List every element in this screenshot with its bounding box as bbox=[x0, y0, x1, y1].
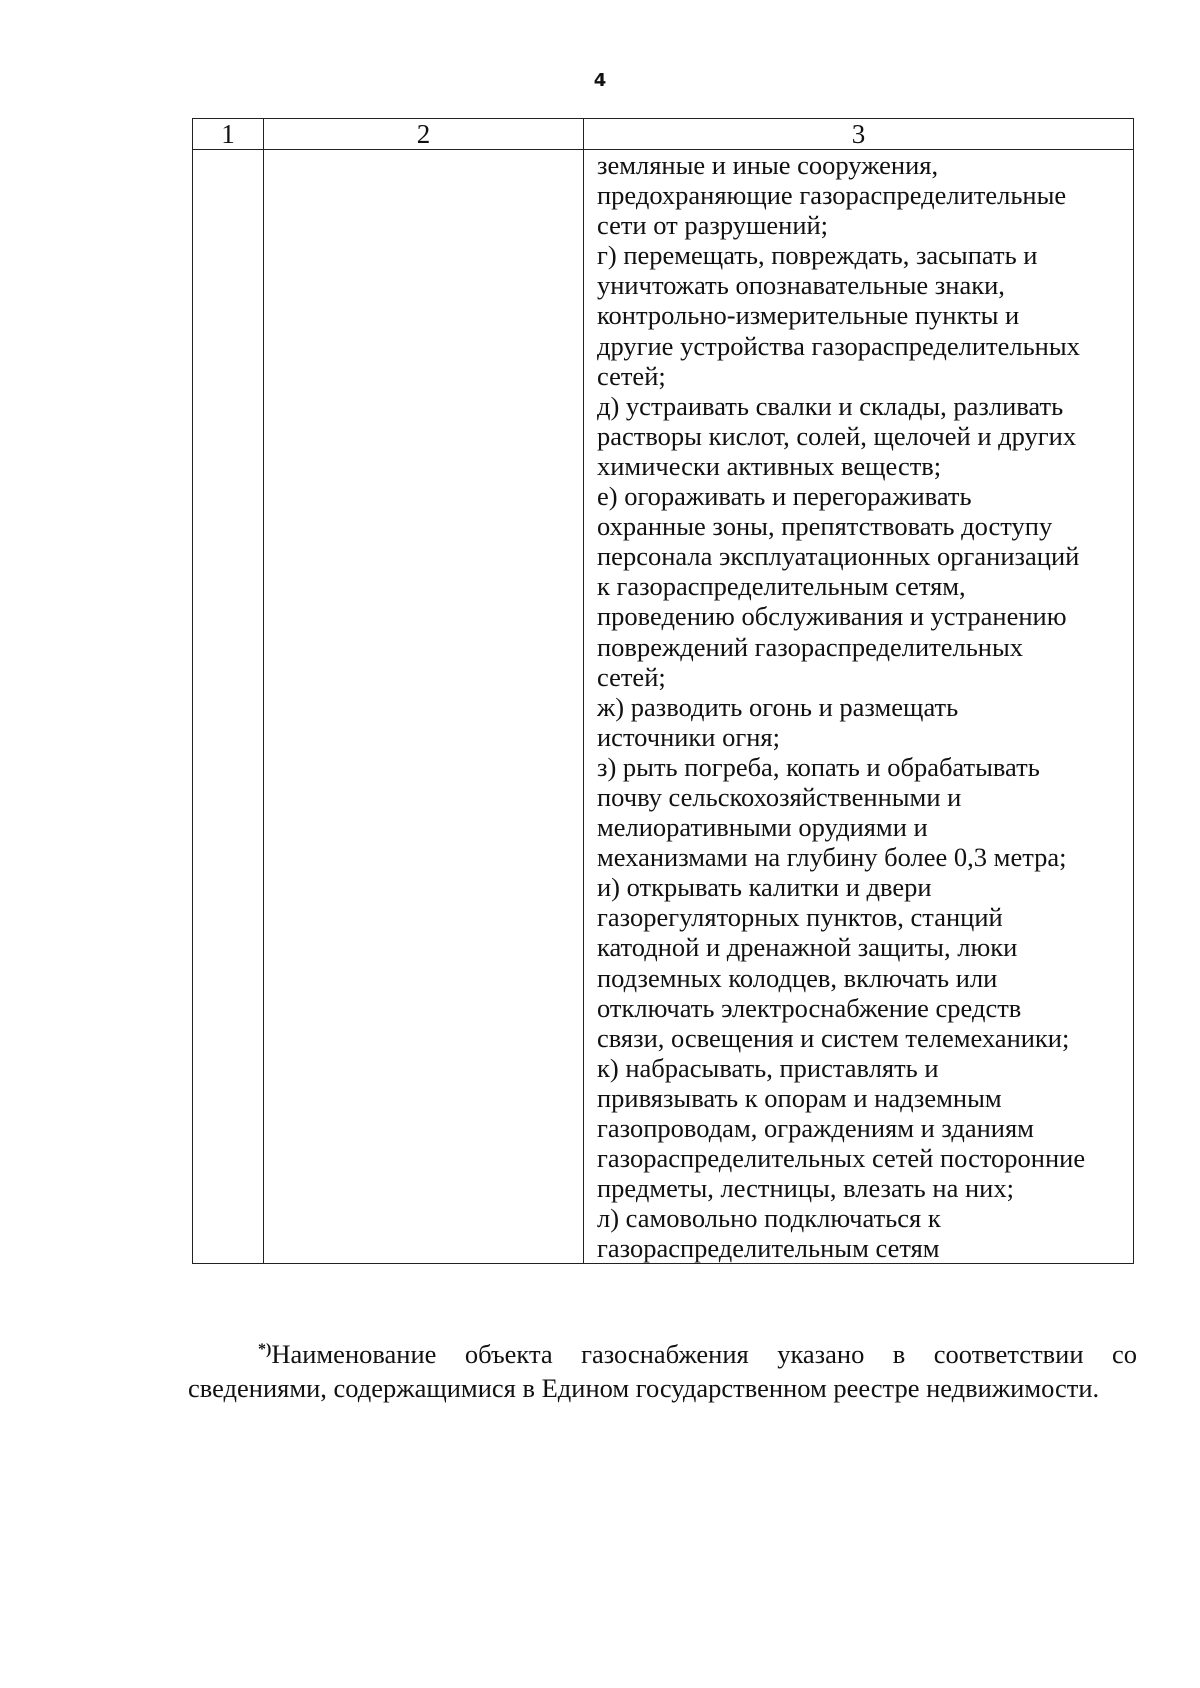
table-row bbox=[193, 150, 1134, 1264]
table-cell-column-1 bbox=[193, 150, 264, 1264]
table-cell-line: сетей; bbox=[597, 360, 666, 391]
column-header-2: 2 bbox=[264, 119, 584, 150]
table-cell-line: другие устройства газораспределительных bbox=[597, 330, 1080, 361]
page-number: 4 bbox=[593, 70, 607, 91]
table-cell-line: растворы кислот, солей, щелочей и других bbox=[597, 420, 1077, 451]
footnote bbox=[188, 1333, 1137, 1405]
table-cell-line: подземных колодцев, включать или bbox=[597, 962, 998, 993]
table-cell-line: механизмами на глубину более 0,3 метра; bbox=[597, 842, 1067, 873]
table-cell-line: газорегуляторных пунктов, станций bbox=[597, 902, 1003, 933]
table-cell-line: химически активных веществ; bbox=[597, 450, 942, 481]
table-cell-column-2 bbox=[264, 150, 584, 1264]
table-cell-line: катодной и дренажной защиты, люки bbox=[597, 932, 1018, 963]
table-cell-line: контрольно-измерительные пункты и bbox=[597, 300, 1020, 331]
table-cell-column-3 bbox=[584, 150, 1134, 1264]
table-cell-line: уничтожать опознавательные знаки, bbox=[597, 270, 1005, 301]
table-cell-line: д) устраивать свалки и склады, разливать bbox=[597, 390, 1064, 421]
table-cell-line: персонала эксплуатационных организаций bbox=[597, 541, 1080, 572]
table-cell-line: г) перемещать, повреждать, засыпать и bbox=[597, 240, 1038, 271]
table-cell-line: отключать электроснабжение средств bbox=[597, 992, 1022, 1023]
table-cell-line: и) открывать калитки и двери bbox=[597, 872, 932, 903]
prohibitions-list bbox=[584, 150, 1133, 1263]
table-cell-line: к) набрасывать, приставлять и bbox=[597, 1052, 939, 1083]
table-cell-line: повреждений газораспределительных bbox=[597, 631, 1024, 662]
table-cell-line: сети от разрушений; bbox=[597, 210, 829, 241]
table-cell-line: газопроводам, ограждениям и зданиям bbox=[597, 1113, 1034, 1143]
table-cell-line: охранные зоны, препятствовать доступу bbox=[597, 511, 1053, 542]
table-cell-line: з) рыть погреба, копать и обрабатывать bbox=[597, 751, 1040, 782]
footnote-text: Наименование объекта газоснабжения указано в соответствии со сведениями, содержащимися в Едином государственном реестре недвижимости. bbox=[188, 1338, 1137, 1403]
table-cell-line: земляные и иные сооружения, bbox=[597, 150, 939, 180]
table-header-row bbox=[193, 119, 1134, 150]
table-cell-line: проведению обслуживания и устранению bbox=[597, 601, 1067, 632]
footnote-marker: *) bbox=[258, 1340, 272, 1358]
table-cell-line: ж) разводить огонь и размещать bbox=[597, 691, 959, 722]
table-cell-line: газораспределительным сетям bbox=[597, 1233, 940, 1264]
table-cell-line: почву сельскохозяйственными и bbox=[597, 781, 962, 812]
table-cell-line: связи, освещения и систем телемеханики; bbox=[597, 1022, 1070, 1053]
column-header-3: 3 bbox=[584, 119, 1134, 150]
table-cell-line: предохраняющие газораспределительные bbox=[597, 180, 1067, 211]
table-cell-line: предметы, лестницы, влезать на них; bbox=[597, 1173, 1014, 1204]
table-cell-line: привязывать к опорам и надземным bbox=[597, 1082, 1002, 1113]
table-cell-line: мелиоративными орудиями и bbox=[597, 812, 928, 843]
table-cell-line: сетей; bbox=[597, 661, 666, 692]
table-cell-line: л) самовольно подключаться к bbox=[597, 1203, 941, 1234]
column-header-1: 1 bbox=[193, 119, 264, 150]
table-cell-line: источники огня; bbox=[597, 721, 780, 752]
table-cell-line: к газораспределительным сетям, bbox=[597, 571, 966, 602]
table-cell-line: газораспределительных сетей посторонние bbox=[597, 1143, 1086, 1174]
table-cell-line: е) огораживать и перегораживать bbox=[597, 481, 972, 512]
document-table bbox=[192, 118, 1134, 1264]
